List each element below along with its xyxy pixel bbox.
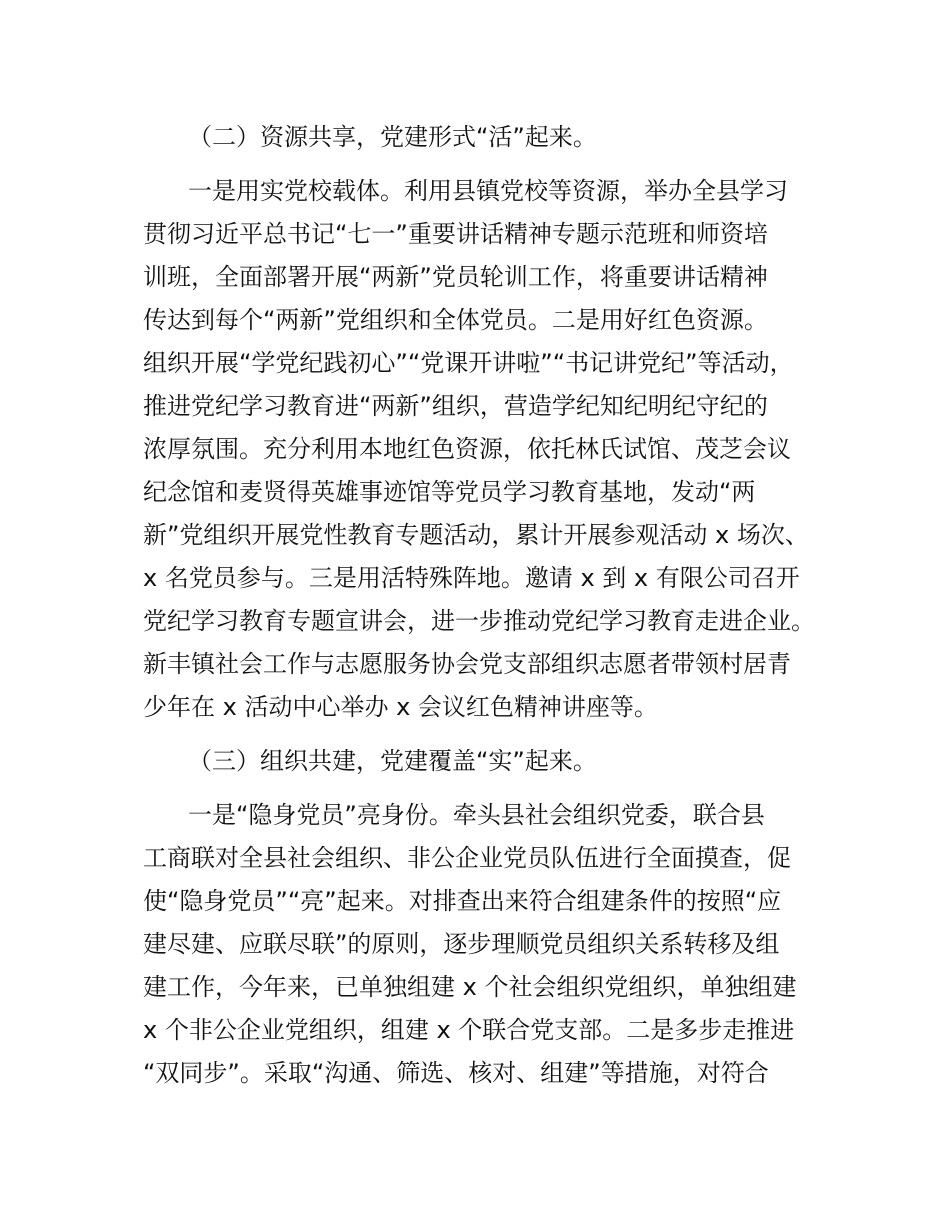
paragraph-line: x 名党员参与。三是用活特殊阵地。邀请 x 到 x 有限公司召开 — [143, 564, 800, 592]
section-heading-organization-building: （三）组织共建，党建覆盖“实”起来。 — [188, 747, 597, 775]
paragraph-line: 一是用实党校载体。利用县镇党校等资源，举办全县学习 — [188, 177, 788, 205]
paragraph-line: 新丰镇社会工作与志愿服务协会党支部组织志愿者带领村居青 — [143, 650, 791, 678]
paragraph-line: 工商联对全县社会组织、非公企业党员队伍进行全面摸查，促 — [143, 844, 791, 872]
section-heading-resource-sharing: （二）资源共享，党建形式“活”起来。 — [188, 123, 597, 151]
paragraph-line: 组织开展“学党纪践初心”“党课开讲啦”“书记讲党纪”等活动， — [143, 349, 794, 377]
paragraph-line: 浓厚氛围。充分利用本地红色资源，依托林氏试馆、茂芝会议 — [143, 435, 791, 463]
paragraph-line: 训班，全面部署开展“两新”党员轮训工作，将重要讲话精神 — [143, 263, 768, 291]
paragraph-line: 少年在 x 活动中心举办 x 会议红色精神讲座等。 — [143, 693, 658, 721]
paragraph-line: 贯彻习近平总书记“七一”重要讲话精神专题示范班和师资培 — [143, 220, 768, 248]
paragraph-line: 传达到每个“两新”党组织和全体党员。二是用好红色资源。 — [143, 306, 768, 334]
paragraph-line: 纪念馆和麦贤得英雄事迹馆等党员学习教育基地，发动“两 — [143, 478, 756, 506]
paragraph-line: 一是“隐身党员”亮身份。牵头县社会组织党委，联合县 — [188, 801, 765, 829]
paragraph-line: 建尽建、应联尽联”的原则，逐步理顺党员组织关系转移及组 — [143, 930, 780, 958]
paragraph-line: 建工作，今年来，已单独组建 x 个社会组织党组织，单独组建 — [143, 973, 797, 1001]
paragraph-line: 新”党组织开展党性教育专题活动，累计开展参观活动 x 场次、 — [143, 521, 809, 549]
paragraph-line: 使“隐身党员”“亮”起来。对排查出来符合组建条件的按照“应 — [143, 887, 782, 915]
paragraph-line: x 个非公企业党组织，组建 x 个联合党支部。二是多步走推进 — [143, 1016, 795, 1044]
paragraph-line: 推进党纪学习教育进“两新”组织，营造学纪知纪明纪守纪的 — [143, 392, 768, 420]
paragraph-line: “双同步”。采取“沟通、筛选、核对、组建”等措施，对符合 — [143, 1059, 769, 1087]
paragraph-line: 党纪学习教育专题宣讲会，进一步推动党纪学习教育走进企业。 — [143, 607, 815, 635]
